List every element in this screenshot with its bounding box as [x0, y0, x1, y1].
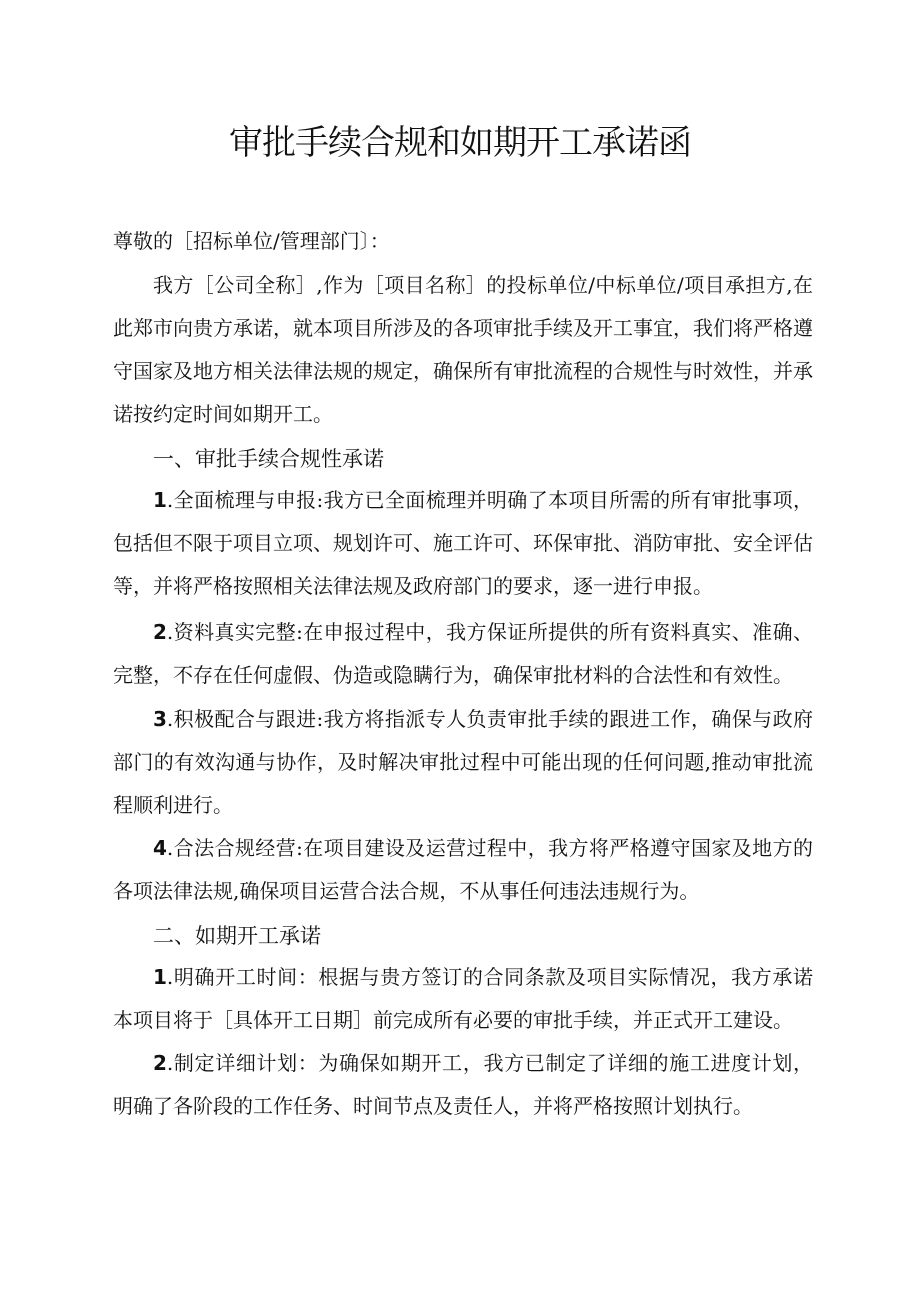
- item-number: 2: [153, 1051, 167, 1075]
- item-number: 3: [153, 707, 167, 731]
- item-text: .积极配合与跟进:我方将指派专人负责审批手续的跟进工作，确保与政府部门的有效沟通与协作，及时解决审批过程中可能出现的任何问题,推动审批流程顺利进行。: [113, 707, 813, 817]
- item-text: .制定详细计划：为确保如期开工，我方已制定了详细的施工进度计划，明确了各阶段的工作任务、时间节点及责任人，并将严格按照计划执行。: [113, 1051, 813, 1118]
- list-item: [113, 611, 813, 697]
- item-text: .资料真实完整:在申报过程中，我方保证所提供的所有资料真实、准确、完整，不存在任何虚假、伪造或隐瞒行为，确保审批材料的合法性和有效性。: [113, 620, 813, 687]
- intro-paragraph: 我方［公司全称］,作为［项目名称］的投标单位/中标单位/项目承担方,在此郑市向贵方承诺，就本项目所涉及的各项审批手续及开工事宜，我们将严格遵守国家及地方相关法律法规的规定，确保所有审批流程的合规性与时效性，并承诺按约定时间如期开工。: [113, 273, 813, 426]
- salutation: 尊敬的［招标单位/管理部门〕：: [113, 229, 390, 253]
- document-title: 审批手续合规和如期开工承诺函: [229, 123, 691, 163]
- list-item: [113, 956, 813, 1042]
- item-number: 4: [153, 836, 167, 860]
- item-number: 1: [153, 488, 167, 512]
- item-text: .明确开工时间：根据与贵方签订的合同条款及项目实际情况，我方承诺本项目将于［具体开工日期］前完成所有必要的审批手续，并正式开工建设。: [113, 965, 813, 1032]
- item-text: .合法合规经营:在项目建设及运营过程中，我方将严格遵守国家及地方的各项法律法规,确保项目运营合法合规，不从事任何违法违规行为。: [113, 836, 813, 903]
- list-item: [113, 479, 813, 608]
- item-number: 1: [153, 965, 167, 989]
- list-item: [113, 827, 813, 913]
- list-item: [113, 698, 813, 827]
- section-heading-schedule: 二、如期开工承诺: [153, 924, 321, 948]
- item-text: .全面梳理与申报:我方已全面梳理并明确了本项目所需的所有审批事项，包括但不限于项目立项、规划许可、施工许可、环保审批、消防审批、安全评估等，并将严格按照相关法律法规及政府部门的要求，逐一进行申报。: [113, 488, 813, 598]
- section-heading-compliance: 一、审批手续合规性承诺: [153, 447, 384, 471]
- item-number: 2: [153, 620, 167, 644]
- list-item: [113, 1042, 813, 1128]
